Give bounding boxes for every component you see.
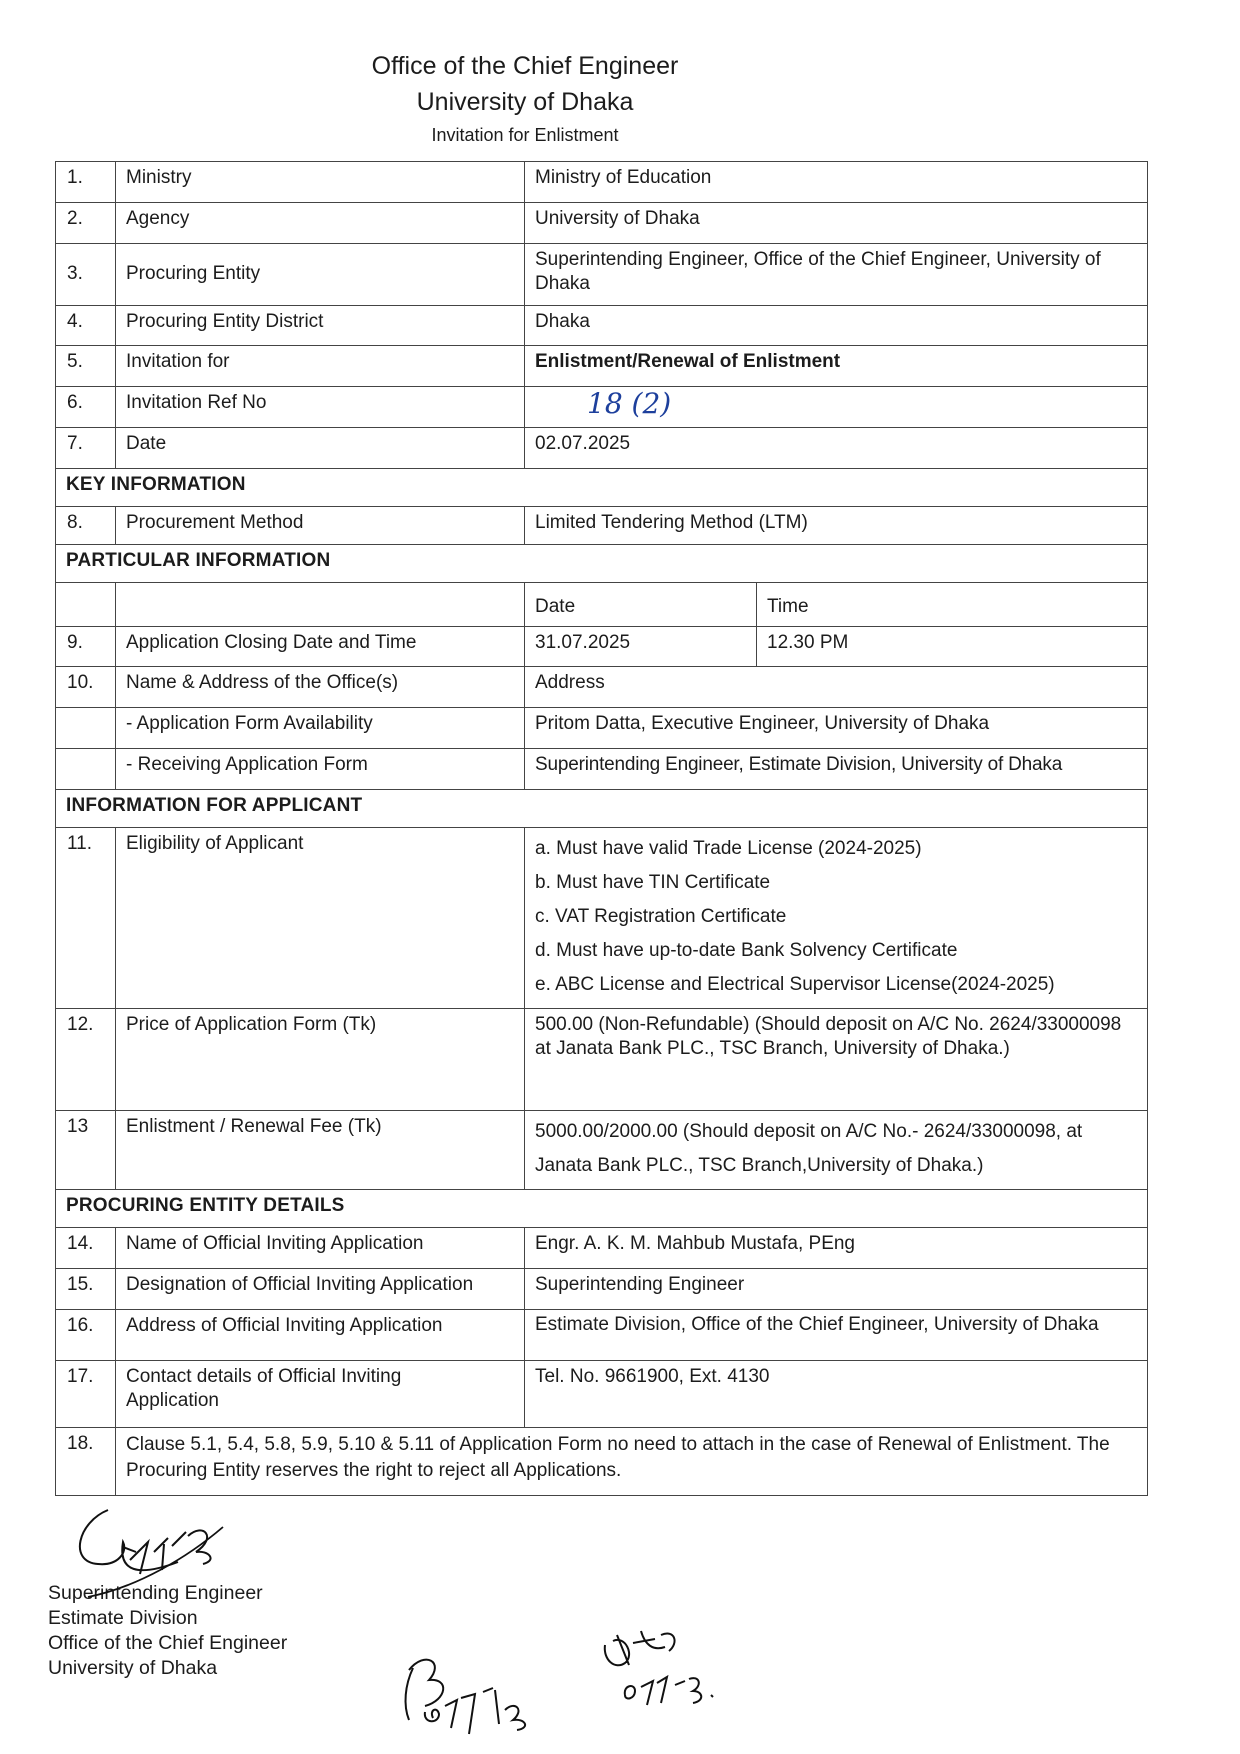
row-label: Price of Application Form (Tk) bbox=[116, 1009, 525, 1111]
row-value: Estimate Division, Office of the Chief Engineer, University of Dhaka bbox=[525, 1310, 1148, 1361]
time-column-header: Time bbox=[757, 583, 1148, 627]
date-column-header: Date bbox=[525, 583, 757, 627]
row-value: 02.07.2025 bbox=[525, 428, 1148, 469]
table-row-office bbox=[56, 667, 1148, 708]
list-item: c. VAT Registration Certificate bbox=[535, 906, 787, 927]
signatory-designation: Superintending Engineer bbox=[48, 1582, 263, 1604]
list-item: a. Must have valid Trade License (2024-2025) bbox=[535, 838, 922, 859]
row-number: 2. bbox=[56, 203, 116, 244]
row-label: Invitation for bbox=[116, 346, 525, 387]
table-row-agency bbox=[56, 203, 1148, 244]
row-value: 500.00 (Non-Refundable) (Should deposit on A/C No. 2624/33000098 at Janata Bank PLC., TSC Branch, University of Dhaka.) bbox=[525, 1009, 1148, 1111]
row-number: 17. bbox=[56, 1361, 116, 1428]
row-number: 1. bbox=[56, 162, 116, 203]
row-label: Eligibility of Applicant bbox=[116, 828, 525, 1009]
empty-cell bbox=[56, 749, 116, 790]
table-row-receiving-form bbox=[56, 749, 1148, 790]
document-header bbox=[0, 48, 1050, 148]
signature-image bbox=[68, 1502, 238, 1612]
row-label: Date bbox=[116, 428, 525, 469]
row-label: Contact details of Official Inviting Application bbox=[116, 1361, 525, 1428]
row-number: 13 bbox=[56, 1111, 116, 1190]
row-number: 3. bbox=[56, 244, 116, 306]
signature-middle bbox=[395, 1640, 575, 1745]
signatory-office: Office of the Chief Engineer bbox=[48, 1632, 288, 1654]
row-value: 5000.00/2000.00 (Should deposit on A/C No.- 2624/33000098, at Janata Bank PLC., TSC Branch,University of Dhaka.) bbox=[525, 1111, 1148, 1190]
signature-superintending-engineer bbox=[68, 1502, 238, 1617]
section-heading: INFORMATION FOR APPLICANT bbox=[56, 790, 1148, 828]
table-row-note bbox=[56, 1428, 1148, 1496]
row-value: Superintending Engineer bbox=[525, 1269, 1148, 1310]
row-number: 9. bbox=[56, 627, 116, 667]
eligibility-list bbox=[525, 828, 1148, 1009]
row-label: Name & Address of the Office(s) bbox=[116, 667, 525, 708]
row-number: 4. bbox=[56, 306, 116, 346]
row-number: 8. bbox=[56, 507, 116, 545]
table-row-date bbox=[56, 428, 1148, 469]
table-row-official-address bbox=[56, 1310, 1148, 1361]
handwritten-ref-no: 18 (2) bbox=[587, 387, 672, 420]
closing-time: 12.30 PM bbox=[757, 627, 1148, 667]
row-label: Name of Official Inviting Application bbox=[116, 1228, 525, 1269]
row-number: 11. bbox=[56, 828, 116, 1009]
row-value: Pritom Datta, Executive Engineer, University of Dhaka bbox=[525, 708, 1148, 749]
row-value: Engr. A. K. M. Mahbub Mustafa, PEng bbox=[525, 1228, 1148, 1269]
section-key-information bbox=[56, 469, 1148, 507]
table-row-form-availability bbox=[56, 708, 1148, 749]
table-row-eligibility bbox=[56, 828, 1148, 1009]
signature-image bbox=[595, 1625, 735, 1710]
section-procuring-entity-details bbox=[56, 1190, 1148, 1228]
empty-cell bbox=[56, 708, 116, 749]
row-label: Invitation Ref No bbox=[116, 387, 525, 428]
row-number: 5. bbox=[56, 346, 116, 387]
row-label: Enlistment / Renewal Fee (Tk) bbox=[116, 1111, 525, 1190]
row-value: Ministry of Education bbox=[525, 162, 1148, 203]
table-row-date-time-header bbox=[56, 583, 1148, 627]
row-label: Agency bbox=[116, 203, 525, 244]
row-label: Procuring Entity District bbox=[116, 306, 525, 346]
signature-right bbox=[595, 1625, 735, 1715]
row-number: 10. bbox=[56, 667, 116, 708]
table-row-ministry bbox=[56, 162, 1148, 203]
document-subtitle: Invitation for Enlistment bbox=[431, 125, 619, 145]
closing-date: 31.07.2025 bbox=[525, 627, 757, 667]
table-row-district bbox=[56, 306, 1148, 346]
office-title: Office of the Chief Engineer bbox=[371, 52, 679, 80]
row-label: Procurement Method bbox=[116, 507, 525, 545]
row-label: - Receiving Application Form bbox=[116, 749, 525, 790]
row-value: University of Dhaka bbox=[525, 203, 1148, 244]
section-heading: PARTICULAR INFORMATION bbox=[56, 545, 1148, 583]
table-row-procuring-entity bbox=[56, 244, 1148, 306]
row-number: 15. bbox=[56, 1269, 116, 1310]
row-number: 6. bbox=[56, 387, 116, 428]
row-value bbox=[525, 387, 1148, 428]
table-row-official-name bbox=[56, 1228, 1148, 1269]
section-heading: KEY INFORMATION bbox=[56, 469, 1148, 507]
invitation-table bbox=[55, 161, 1148, 1496]
row-value: Superintending Engineer, Estimate Division, University of Dhaka bbox=[525, 749, 1148, 790]
signatory-division: Estimate Division bbox=[48, 1607, 198, 1629]
table-row-official-contact bbox=[56, 1361, 1148, 1428]
row-label: Ministry bbox=[116, 162, 525, 203]
empty-cell bbox=[56, 583, 116, 627]
row-value: Tel. No. 9661900, Ext. 4130 bbox=[525, 1361, 1148, 1428]
university-title: University of Dhaka bbox=[416, 88, 634, 116]
row-label: Address of Official Inviting Application bbox=[116, 1310, 525, 1361]
table-row-official-designation bbox=[56, 1269, 1148, 1310]
row-label: Procuring Entity bbox=[116, 244, 525, 306]
list-item: e. ABC License and Electrical Supervisor License(2024-2025) bbox=[535, 974, 1055, 995]
table-row-fee bbox=[56, 1111, 1148, 1190]
row-number: 16. bbox=[56, 1310, 116, 1361]
section-applicant-information bbox=[56, 790, 1148, 828]
row-value: Limited Tendering Method (LTM) bbox=[525, 507, 1148, 545]
list-item: d. Must have up-to-date Bank Solvency Certificate bbox=[535, 940, 958, 961]
row-value: Superintending Engineer, Office of the Chief Engineer, University of Dhaka bbox=[525, 244, 1148, 306]
row-value: Dhaka bbox=[525, 306, 1148, 346]
list-item: b. Must have TIN Certificate bbox=[535, 872, 771, 893]
section-heading: PROCURING ENTITY DETAILS bbox=[56, 1190, 1148, 1228]
row-number: 12. bbox=[56, 1009, 116, 1111]
row-number: 7. bbox=[56, 428, 116, 469]
row-value: Clause 5.1, 5.4, 5.8, 5.9, 5.10 & 5.11 of Application Form no need to attach in the case of Renewal of Enlistment. The Procuring Entity reserves the right to reject all Applications. bbox=[116, 1428, 1148, 1496]
empty-cell bbox=[116, 583, 525, 627]
table-row-price bbox=[56, 1009, 1148, 1111]
table-row-closing-date bbox=[56, 627, 1148, 667]
row-label: Application Closing Date and Time bbox=[116, 627, 525, 667]
row-value: Enlistment/Renewal of Enlistment bbox=[525, 346, 1148, 387]
signature-image bbox=[395, 1640, 575, 1740]
row-label: Designation of Official Inviting Application bbox=[116, 1269, 525, 1310]
row-number: 14. bbox=[56, 1228, 116, 1269]
row-number: 18. bbox=[56, 1428, 116, 1496]
row-value: Address bbox=[525, 667, 1148, 708]
signatory-university: University of Dhaka bbox=[48, 1657, 218, 1679]
row-label: - Application Form Availability bbox=[116, 708, 525, 749]
section-particular-information bbox=[56, 545, 1148, 583]
table-row-invitation-for bbox=[56, 346, 1148, 387]
table-row-procurement-method bbox=[56, 507, 1148, 545]
table-row-ref-no bbox=[56, 387, 1148, 428]
